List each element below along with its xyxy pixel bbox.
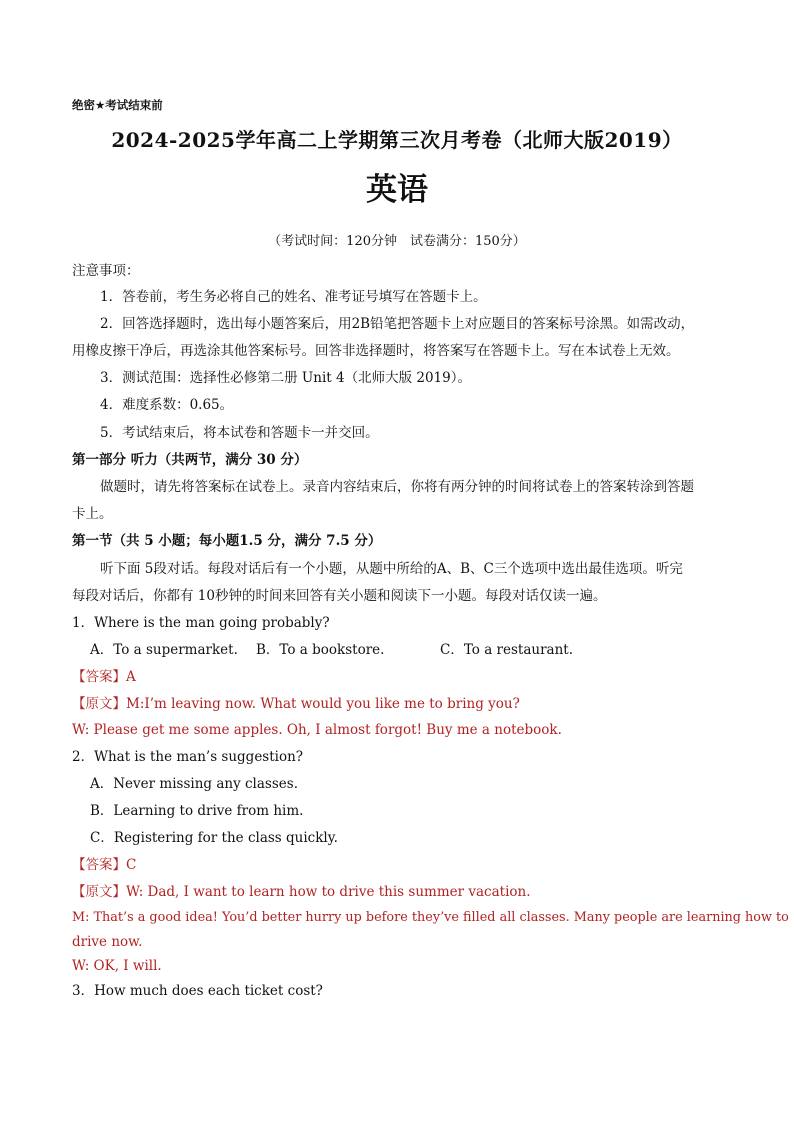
question-1-answer: 【答案】A — [72, 669, 136, 685]
part1-intro-line-2: 卡上。 — [72, 506, 113, 522]
part1-heading: 第一部分 听力（共两节，满分 30 分） — [72, 452, 308, 468]
question-1-script-line-2: W: Please get me some apples. Oh, I almost forgot! Buy me a notebook. — [72, 722, 562, 738]
confidential-mark: 绝密★考试结束前 — [72, 98, 163, 112]
section1-intro-line-1: 听下面 5段对话。每段对话后有一个小题，从题中所给的A、B、C三个选项中选出最佳选项。听完 — [100, 561, 683, 577]
question-1-option-a: A．To a supermarket. — [90, 642, 238, 658]
question-2-script-line-2: M: That’s a good idea! You’d better hurry up before they’ve filled all classes. Many people are learning how to — [72, 910, 789, 925]
notice-item-2-line-2: 用橡皮擦干净后，再选涂其他答案标号。回答非选择题时，将答案写在答题卡上。写在本试卷上无效。 — [72, 343, 680, 359]
section1-heading: 第一节（共 5 小题；每小题1.5 分，满分 7.5 分） — [72, 533, 382, 549]
question-2-script-line-4: W: OK, I will. — [72, 958, 162, 974]
question-2-answer: 【答案】C — [72, 857, 137, 873]
question-2-script-line-3: drive now. — [72, 934, 143, 950]
question-1-option-c: C．To a restaurant. — [440, 642, 573, 658]
question-3-stem: 3．How much does each ticket cost? — [72, 983, 323, 999]
question-2-option-a: A．Never missing any classes. — [90, 776, 298, 792]
notice-item-2-line-1: 2．回答选择题时，选出每小题答案后，用2B铅笔把答题卡上对应题目的答案标号涂黑。如需改动， — [100, 316, 695, 332]
notice-item-4: 4．难度系数：0.65。 — [100, 397, 234, 413]
subject-title: 英语 — [366, 172, 428, 208]
question-1-stem: 1．Where is the man going probably? — [72, 615, 330, 631]
question-2-stem: 2．What is the man’s suggestion? — [72, 749, 304, 765]
exam-title: 2024-2025学年高二上学期第三次月考卷（北师大版2019） — [111, 128, 683, 152]
question-2-option-b: B．Learning to drive from him. — [90, 803, 304, 819]
exam-info: （考试时间：120分钟 试卷满分：150分） — [268, 234, 526, 249]
notice-item-1: 1．答卷前，考生务必将自己的姓名、准考证号填写在答题卡上。 — [100, 289, 487, 305]
question-1-option-b: B．To a bookstore. — [256, 642, 385, 658]
notice-item-3: 3．测试范围：选择性必修第二册 Unit 4（北师大版 2019）。 — [100, 370, 471, 386]
notice-item-5: 5．考试结束后，将本试卷和答题卡一并交回。 — [100, 425, 379, 441]
question-1-script-line-1: 【原文】M:I’m leaving now. What would you like me to bring you? — [72, 696, 520, 712]
question-2-script-line-1: 【原文】W: Dad, I want to learn how to drive this summer vacation. — [72, 884, 531, 900]
notice-heading: 注意事项： — [72, 263, 140, 279]
question-2-option-c: C．Registering for the class quickly. — [90, 830, 338, 846]
part1-intro-line-1: 做题时，请先将答案标在试卷上。录音内容结束后，你将有两分钟的时间将试卷上的答案转涂到答题 — [100, 479, 694, 495]
section1-intro-line-2: 每段对话后，你都有 10秒钟的时间来回答有关小题和阅读下一小题。每段对话仅读一遍。 — [72, 588, 607, 604]
